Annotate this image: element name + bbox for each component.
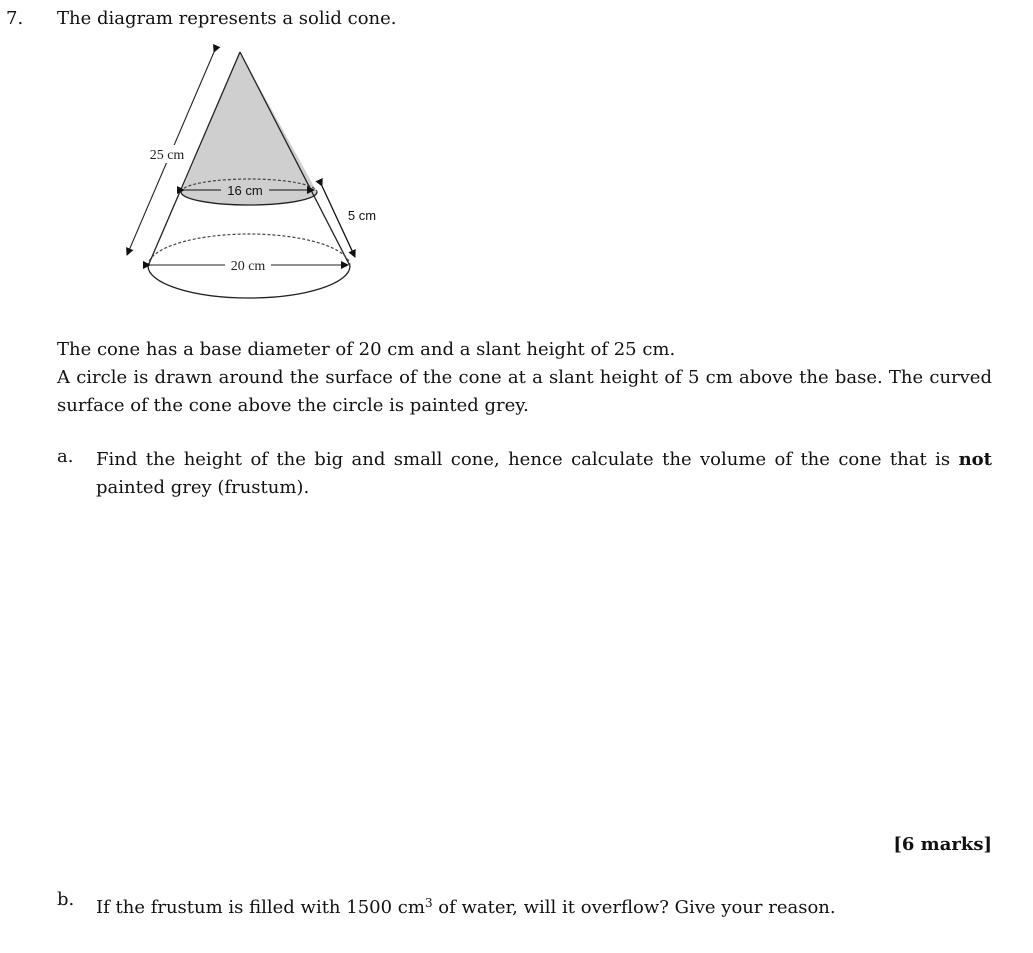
- part-b-text-end: of water, will it overflow? Give your reason.: [432, 897, 836, 918]
- paragraph-circle: A circle is drawn around the surface of the cone at a slant height of 5 cm above the base. The curved surface of the cone above the circle is painted grey.: [57, 367, 992, 416]
- part-a-text: [96, 446, 992, 502]
- base-diameter-label: 20 cm: [230, 259, 266, 274]
- question-number: 7.: [6, 8, 24, 29]
- part-b-text: [96, 889, 992, 922]
- part-a-label: a.: [57, 446, 74, 467]
- part-a-text-end: painted grey (frustum).: [96, 477, 310, 498]
- part-b-text-start: If the frustum is filled with 1500 cm: [96, 897, 425, 918]
- lower-slant-label: 5 cm: [347, 208, 377, 223]
- question-intro: The diagram represents a solid cone.: [57, 8, 397, 29]
- part-b-label: b.: [57, 889, 75, 910]
- slant-height-label: 25 cm: [149, 148, 185, 163]
- part-a-bold-word: not: [958, 449, 992, 470]
- part-b-unit-power: 3: [424, 896, 433, 910]
- part-a-text-start: Find the height of the big and small cone, hence calculate the volume of the cone that is: [96, 449, 959, 470]
- small-diameter-label: 16 cm: [227, 183, 263, 198]
- cone-diagram: [110, 40, 400, 310]
- part-a-marks: [6 marks]: [893, 834, 992, 855]
- paragraph-dimensions: The cone has a base diameter of 20 cm and a slant height of 25 cm.: [57, 339, 676, 360]
